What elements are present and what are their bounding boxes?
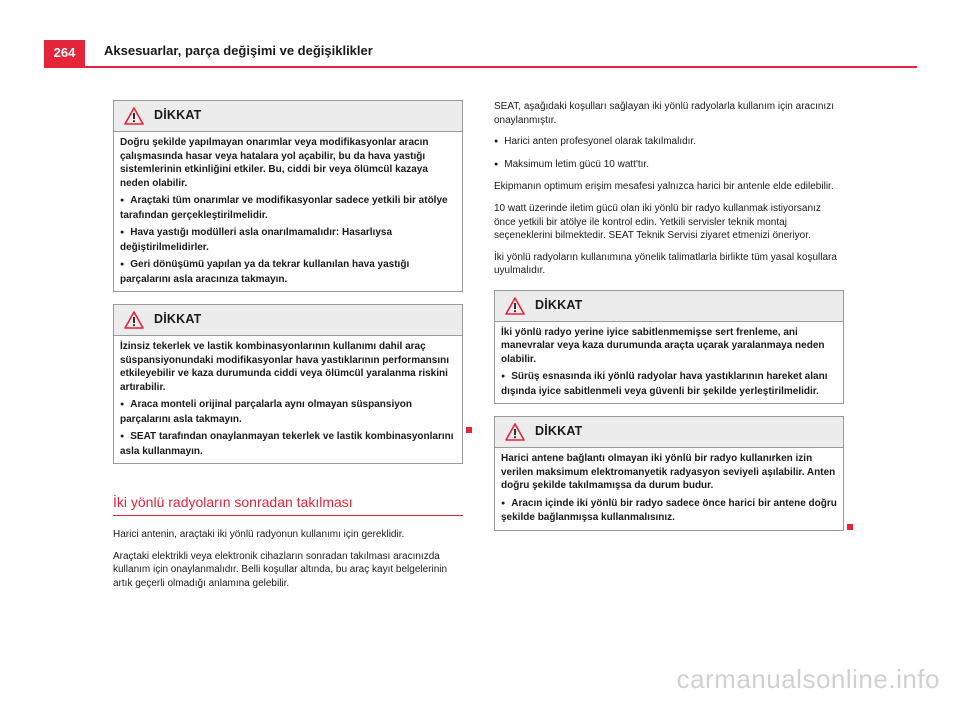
- left-column: [113, 100, 463, 598]
- page-number: 264: [44, 40, 85, 66]
- warning-title: DİKKAT: [535, 424, 583, 439]
- warning-bullet: ● Araçtaki tüm onarımlar ve modifikasyonlar sadece yetkili bir atölye tarafından gerçekleştirilmelidir.: [120, 194, 456, 222]
- paragraph: İki yönlü radyoların kullanımına yönelik talimatlarla birlikte tüm yasal koşullara uyulmalıdır.: [494, 251, 837, 277]
- list-item: ● Maksimum letim gücü 10 watt'tır.: [494, 158, 844, 173]
- header-rule: [44, 66, 917, 68]
- warning-bullet: ● Aracın içinde iki yönlü bir radyo sadece önce harici bir antene doğru şekilde bağlanmışsa kullanmalısınız.: [501, 497, 837, 525]
- paragraph: Araçtaki elektrikli veya elektronik cihazların sonradan takılması aracınızda kullanım için onaylanmalıdır. Belli koşullar altında, bu araç kayıt belgelerinin artık geçerli olmadığı anlamına gelebilir.: [113, 550, 448, 589]
- warning-bullet: ● Araca monteli orijinal parçalarla aynı olmayan süspansiyon parçalarını asla takmayın.: [120, 398, 456, 426]
- warning-intro: İki yönlü radyo yerine iyice sabitlenmemişse sert frenleme, ani manevralar veya kaza durumunda araçta uçarak yaralanmaya neden olabilir.: [501, 326, 825, 365]
- warning-body: [495, 322, 843, 404]
- warning-triangle-icon: [505, 423, 525, 441]
- warning-header: [495, 417, 843, 448]
- warning-box-2: [113, 304, 463, 464]
- right-column: [494, 100, 844, 543]
- section-heading: İki yönlü radyoların sonradan takılması: [113, 494, 463, 516]
- paragraph: Ekipmanın optimum erişim mesafesi yalnızca harici bir antenle elde edilebilir.: [494, 181, 834, 193]
- warning-bullet: ● Hava yastığı modülleri asla onarılmamalıdır: Hasarlıysa değiştirilmelidirler.: [120, 226, 456, 254]
- warning-header: [114, 305, 462, 336]
- paragraph: 10 watt üzerinde iletim gücü olan iki yönlü bir radyo kullanmak istiyorsanız önce yetkili bir atölye ile kontrol edin. Yetkili servisler teknik montaj seçeneklerini bilmektedir. SEAT Teknik Servisi ziyaret etmenizi öneriyor.: [494, 202, 821, 242]
- warning-triangle-icon: [505, 297, 525, 315]
- section-end-marker: [847, 524, 853, 530]
- warning-box-3: [494, 290, 844, 405]
- warning-intro: Doğru şekilde yapılmayan onarımlar veya modifikasyonlar aracın çalışmasında hasar veya hatalara yol açabilir, bu da hava yastığı sistemlerinin etkinliğini etkiler. Bu, ciddi bir veya ölümcül kazaya neden olabilir.: [120, 137, 429, 189]
- list-item: ● Harici anten profesyonel olarak takılmalıdır.: [494, 135, 844, 150]
- warning-title: DİKKAT: [535, 297, 583, 312]
- page-title: Aksesuarlar, parça değişimi ve değişiklikler: [104, 43, 373, 58]
- warning-body: [495, 448, 843, 530]
- warning-body: [114, 336, 462, 463]
- warning-triangle-icon: [124, 311, 144, 329]
- warning-box-1: [113, 100, 463, 292]
- paragraph: Harici antenin, araçtaki iki yönlü radyonun kullanımı için gereklidir.: [113, 529, 405, 540]
- warning-bullet: ● Sürüş esnasında iki yönlü radyolar hava yastıklarının hareket alanı dışında iyice sabitlenmeli veya güvenli bir şekilde yerleştirilmelidir.: [501, 370, 837, 398]
- warning-header: [495, 291, 843, 322]
- warning-bullet: ● Geri dönüşümü yapılan ya da tekrar kullanılan hava yastığı parçalarını asla aracınıza takmayın.: [120, 258, 456, 286]
- warning-triangle-icon: [124, 107, 144, 125]
- warning-body: [114, 132, 462, 291]
- warning-title: DİKKAT: [154, 108, 202, 122]
- warning-title: DİKKAT: [154, 312, 202, 326]
- paragraph: SEAT, aşağıdaki koşulları sağlayan iki yönlü radyolarla kullanım için aracınızı onaylanmıştır.: [494, 101, 834, 126]
- warning-box-4: [494, 416, 844, 531]
- warning-intro: İzinsiz tekerlek ve lastik kombinasyonlarının kullanımı dahil araç süspansiyonundaki modifikasyonlar hava yastıklarının performansını etkileyebilir ve kaza durumunda ciddi veya ölümcül yaralanma riskini artırabilir.: [120, 341, 449, 393]
- warning-bullet: ● SEAT tarafından onaylanmayan tekerlek ve lastik kombinasyonlarını asla kullanmayın.: [120, 430, 456, 458]
- warning-intro: Harici antene bağlantı olmayan iki yönlü bir radyo kullanırken izin verilen maksimum elektromanyetik radyasyon seviyeli aşılabilir. Anten doğru şekilde takılmamışsa da durum budur.: [501, 453, 836, 492]
- section-end-marker: [466, 427, 472, 433]
- watermark: carmanualsonline.info: [676, 664, 940, 694]
- warning-header: [114, 101, 462, 132]
